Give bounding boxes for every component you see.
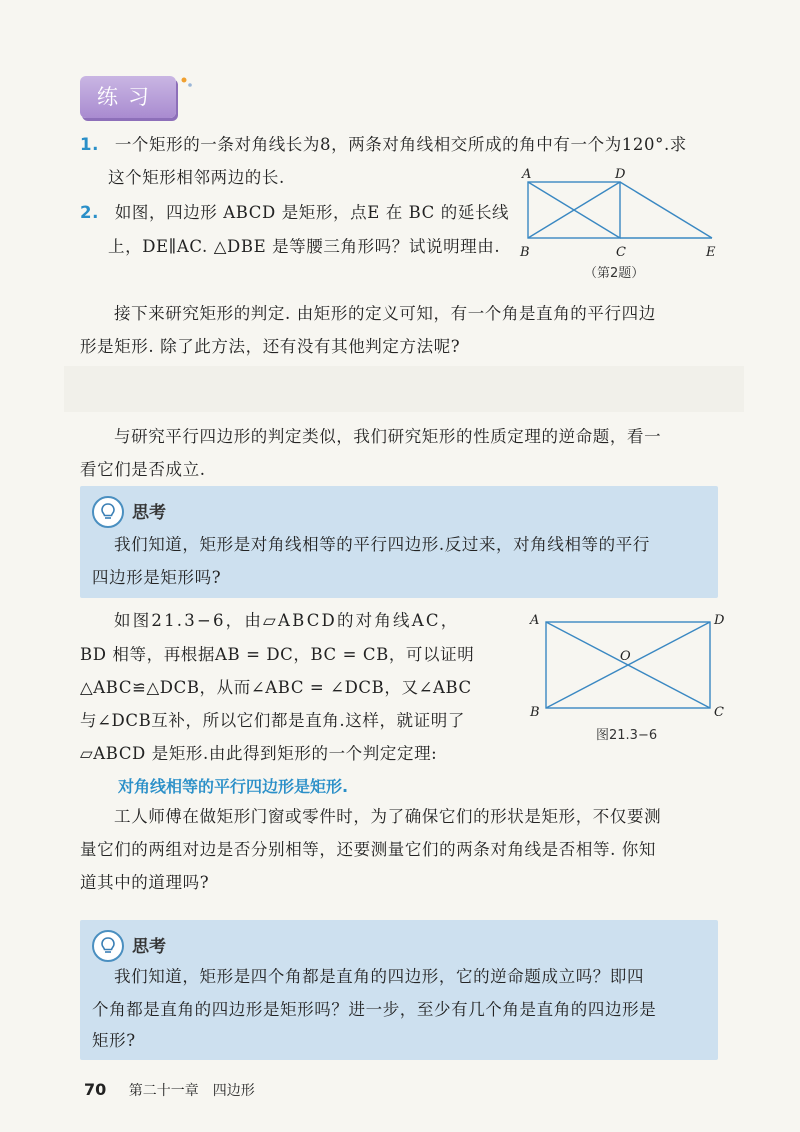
exercise-1-line1: 一个矩形的一条对角线长为8，两条对角线相交所成的角中有一个为120°.求	[114, 135, 687, 154]
think-1-line2: 四边形是矩形吗?	[92, 568, 222, 587]
label-a: A	[522, 167, 532, 182]
exercise-1-number: 1.	[80, 135, 99, 154]
proof-line5: ▱ABCD 是矩形.由此得到矩形的一个判定定理:	[80, 744, 438, 763]
label-d-2: D	[714, 613, 725, 628]
intro-line2: 形是矩形. 除了此方法，还有没有其他判定方法呢?	[80, 337, 461, 356]
think-2-line3: 矩形?	[92, 1031, 136, 1050]
think-2-line1: 我们知道，矩形是四个角都是直角的四边形，它的逆命题成立吗？即四	[114, 967, 645, 986]
think-2-line2: 个角都是直角的四边形是矩形吗？进一步，至少有几个角是直角的四边形是	[92, 1000, 657, 1019]
think-box-1	[80, 486, 718, 598]
label-b: B	[520, 245, 530, 260]
intro-line1: 接下来研究矩形的判定. 由矩形的定义可知，有一个角是直角的平行四边	[114, 304, 656, 323]
para2-line2: 看它们是否成立.	[80, 460, 206, 479]
lightbulb-icon	[92, 496, 124, 528]
figure-q2-caption: （第2题）	[584, 266, 645, 281]
exercise-2-number: 2.	[80, 203, 99, 222]
page-footer	[84, 1080, 255, 1100]
proof-line3: △ABC≌△DCB，从而∠ABC = ∠DCB，又∠ABC	[80, 678, 472, 697]
worker-line1: 工人师傅在做矩形门窗或零件时，为了确保它们的形状是矩形，不仅要测	[114, 807, 662, 826]
proof-line2: BD 相等，再根据AB = DC，BC = CB，可以证明	[80, 645, 475, 664]
blank-band	[64, 366, 744, 412]
think-box-2	[80, 920, 718, 1060]
think-1-title: 思考	[132, 503, 166, 523]
figure-21-3-6	[524, 608, 730, 720]
proof-line4: 与∠DCB互补，所以它们都是直角.这样，就证明了	[80, 711, 465, 730]
label-o: O	[620, 649, 631, 664]
label-c-2: C	[714, 705, 724, 720]
think-2-title: 思考	[132, 937, 166, 957]
label-e: E	[706, 245, 716, 260]
label-b-2: B	[530, 705, 540, 720]
exercise-1	[80, 128, 730, 161]
label-d: D	[615, 167, 626, 182]
label-c: C	[616, 245, 626, 260]
theorem-statement: 对角线相等的平行四边形是矩形.	[118, 777, 349, 796]
para2-line1: 与研究平行四边形的判定类似，我们研究矩形的性质定理的逆命题，看一	[114, 427, 662, 446]
exercise-1-line2: 这个矩形相邻两边的长.	[108, 168, 285, 187]
exercise-badge-label: 练习	[97, 85, 159, 109]
exercise-2-line2: 上，DE∥AC. △DBE 是等腰三角形吗？试说明理由.	[108, 237, 501, 256]
think-1-line1: 我们知道，矩形是对角线相等的平行四边形.反过来，对角线相等的平行	[114, 535, 650, 554]
segment-de	[620, 182, 712, 238]
label-a-2: A	[530, 613, 540, 628]
decoration-dots-icon	[180, 76, 194, 90]
worker-line2: 量它们的两组对边是否分别相等，还要测量它们的两条对角线是否相等. 你知	[80, 840, 656, 859]
exercise-2	[80, 196, 520, 229]
figure-21-3-6-caption: 图21.3−6	[596, 728, 658, 743]
figure-q2	[512, 164, 728, 264]
chapter-title: 第二十一章 四边形	[128, 1083, 255, 1099]
proof-line1: 如图21.3−6，由▱ABCD的对角线AC，	[114, 611, 460, 630]
exercise-badge	[80, 76, 176, 118]
page-number: 70	[84, 1080, 107, 1099]
lightbulb-icon	[92, 930, 124, 962]
worker-line3: 道其中的道理吗?	[80, 873, 210, 892]
exercise-2-line1: 如图，四边形 ABCD 是矩形，点E 在 BC 的延长线	[114, 203, 510, 222]
